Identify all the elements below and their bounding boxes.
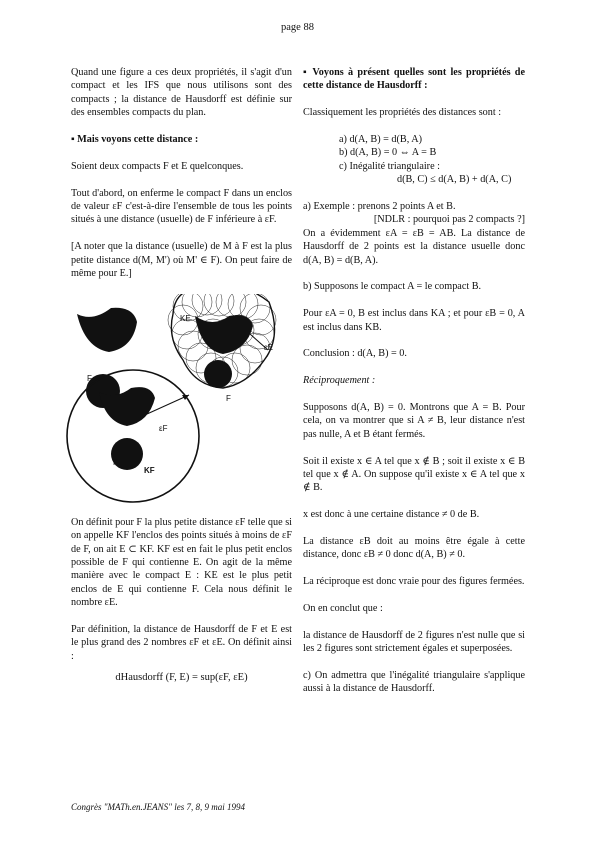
right-paragraph-conclude: On en conclut que : [303, 603, 383, 615]
right-paragraph-inclusion: Pour εA = 0, B est inclus dans KA ; et pour εB = 0, A est inclus dans KB. [303, 308, 525, 333]
compact-f-small [77, 308, 137, 352]
figure-label-f-small: F [87, 373, 92, 383]
compact-e-in-ke [204, 360, 232, 388]
figure-label-f-right: F [226, 393, 231, 403]
property-c: c) Inégalité triangulaire : [339, 160, 440, 172]
right-paragraph-closed: La réciproque est donc vraie pour des figures fermées. [303, 576, 525, 588]
figure-label-f-big: F [113, 457, 118, 467]
left-paragraph-intro: Quand une figure a ces deux propriétés, il s'agit d'un compact et les IFS que nous utilisons sont des compacts ; la distance de Hausdorff est définie sur des ensembles compacts du plan. [71, 67, 292, 119]
figure-label-ke: KE [180, 313, 191, 323]
left-paragraph-note: [A noter que la distance (usuelle) de M à F est la plus petite distance d(M, M') où M' ∈ F). On peut faire de même pour E.] [71, 241, 292, 280]
right-paragraph-reciprocal: Réciproquement : [303, 375, 376, 387]
right-paragraph-triangle: c) On admettra que l'inégalité triangulaire s'applique aussi à la distance de Hausdorff. [303, 670, 525, 695]
left-paragraph-definition: On définit pour F la plus petite distance εF telle que si on appelle KF l'enclos des points situés à moins de εF de F, on ait E ⊂ KF. KF est en fait le plus petit enclos possible de F qui contienne E. On agit de la même manière avec le compact E : KE est le plus petit enclos de E qui contienne F. Cela nous définit le nombre εE. [71, 516, 292, 609]
right-paragraph-suppose-zero: Supposons d(A, B) = 0. Montrons que A = B. Pour cela, on va montrer que si A ≠ B, leur distance n'est pas nulle, A et B étant fermés. [303, 402, 525, 440]
figure-label-eps-f: εF [159, 423, 168, 433]
hausdorff-formula: dHausdorff (F, E) = sup(εF, εE) [115, 672, 248, 684]
right-paragraph-distance: x est donc à une certaine distance ≠ 0 de B. [303, 509, 480, 521]
ndlr-note: [NDLR : pourquoi pas 2 compacts ?] [373, 214, 525, 226]
hausdorff-figure [63, 294, 284, 506]
example-line: a) Exemple : prenons 2 points A et B. [303, 201, 456, 213]
property-a: a) d(A, B) = d(B, A) [339, 134, 422, 145]
right-paragraph-exists: Soit il existe x ∈ A tel que x ∉ B ; soit il existe x ∈ B tel que x ∉ A. On suppose qu'il existe x ∈ A tel que x ∉ B. [303, 455, 525, 494]
right-paragraph-null: la distance de Hausdorff de 2 figures n'est nulle que si les 2 figures sont strictement égales et superposées. [303, 629, 525, 655]
footer: Congrès "MATh.en.JEANS" les 7, 8, 9 mai 1994 [71, 802, 245, 812]
right-paragraph-suppose: b) Supposons le compact A = le compact B. [303, 281, 482, 293]
figure-label-eps-e: εE [264, 342, 273, 352]
left-heading: ▪ Mais voyons cette distance : [71, 134, 199, 146]
example-conclusion: On a évidemment εA = εB = AB. La distance de Hausdorff de 2 points est la distance usuelle donc d(A, B) = d(B, A). [303, 227, 525, 266]
compact-f-in-ke [195, 315, 253, 354]
left-paragraph-hausdorff: Par définition, la distance de Hausdorff de F et E est le plus grand des 2 nombres εF et εE. On définit ainsi : [71, 624, 292, 662]
properties-list [339, 133, 525, 187]
figure-label-kf: KF [144, 465, 155, 475]
right-heading: ▪ Voyons à présent quelles sont les propriétés de cette distance de Hausdorff : [303, 67, 525, 92]
right-paragraph-epsilon-b: La distance εB doit au moins être égale à cette distance, donc εB ≠ 0 donc d(A, B) ≠ 0. [303, 536, 525, 561]
left-column [71, 66, 292, 685]
property-b: b) d(A, B) = 0 ⇔ A = B [339, 147, 437, 159]
left-paragraph-compacts: Soient deux compacts F et E quelconques. [71, 160, 244, 172]
right-column [303, 66, 525, 709]
right-paragraph-conclusion: Conclusion : d(A, B) = 0. [303, 348, 407, 360]
property-c-inequality: d(B, C) ≤ d(A, B) + d(A, C) [397, 174, 512, 186]
page-number: page 88 [281, 22, 314, 33]
hausdorff-figure-svg [63, 294, 284, 506]
left-paragraph-enclos: Tout d'abord, on enferme le compact F dans un enclos de valeur εF c'est-à-dire l'ensemble de tous les points situés à une distance (usuelle) de F inférieure à εF. [71, 187, 292, 226]
right-paragraph-properties: Classiquement les propriétés des distances sont : [303, 107, 502, 119]
